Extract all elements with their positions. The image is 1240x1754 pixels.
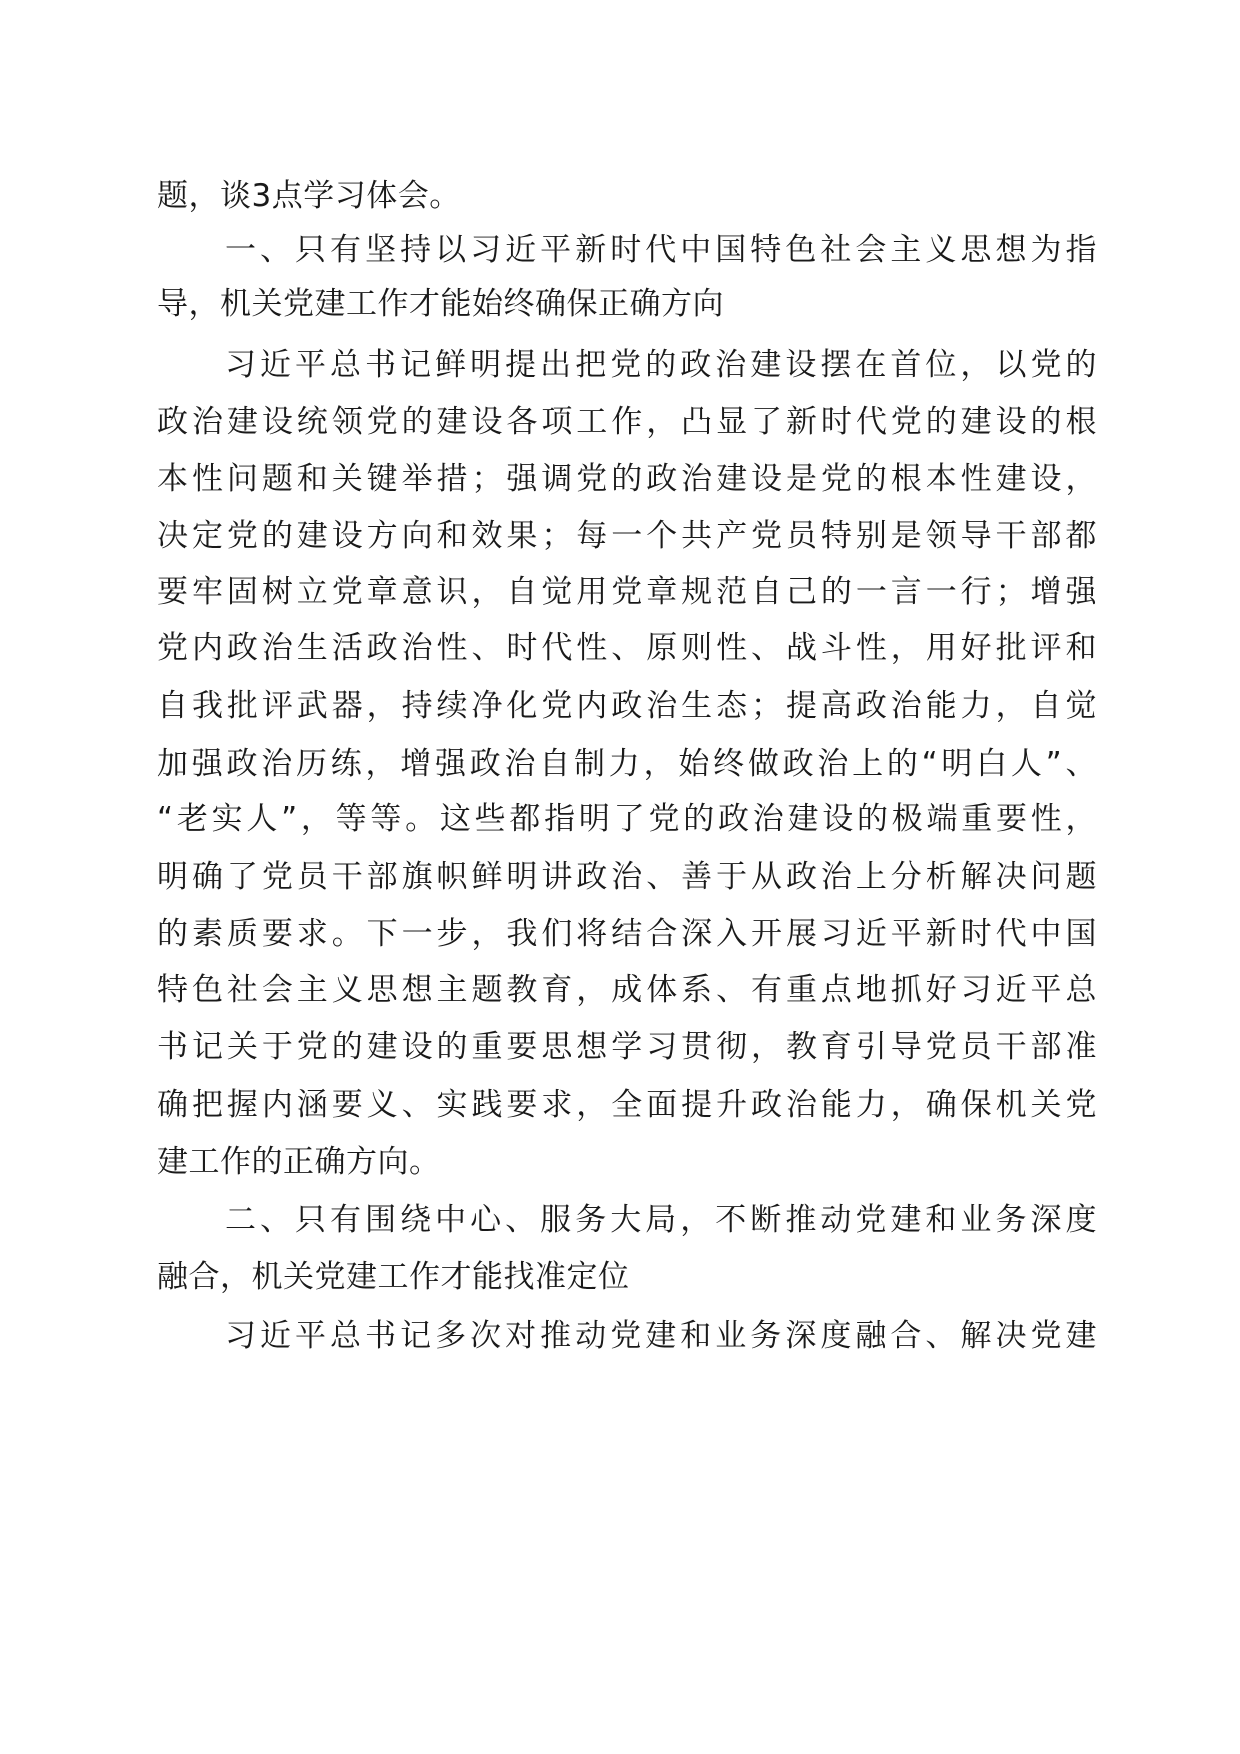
section-heading-1: 一、只有坚持以习近平新时代中国特色社会主义思想为指 (225, 232, 1097, 268)
section-heading-1-cont: 导，机关党建工作才能始终确保正确方向 (157, 286, 724, 322)
paragraph-line: 本性问题和关键举措；强调党的政治建设是党的根本性建设， (157, 461, 1097, 497)
paragraph-line: 政治建设统领党的建设各项工作，凸显了新时代党的建设的根 (157, 404, 1097, 440)
paragraph-line: 党内政治生活政治性、时代性、原则性、战斗性，用好批评和 (157, 630, 1097, 666)
paragraph-line: 加强政治历练，增强政治自制力，始终做政治上的“明白人”、 (157, 746, 1097, 782)
text-line: 题，谈3点学习体会。 (157, 178, 461, 214)
paragraph-line: 特色社会主义思想主题教育，成体系、有重点地抓好习近平总 (157, 972, 1097, 1008)
paragraph-line: “老实人”，等等。这些都指明了党的政治建设的极端重要性， (157, 801, 1097, 837)
paragraph-line: 习近平总书记鲜明提出把党的政治建设摆在首位，以党的 (225, 347, 1097, 383)
paragraph-line: 要牢固树立党章意识，自觉用党章规范自己的一言一行；增强 (157, 574, 1097, 610)
paragraph-line: 书记关于党的建设的重要思想学习贯彻，教育引导党员干部准 (157, 1029, 1097, 1065)
paragraph-line: 确把握内涵要义、实践要求，全面提升政治能力，确保机关党 (157, 1087, 1097, 1123)
paragraph-line: 明确了党员干部旗帜鲜明讲政治、善于从政治上分析解决问题 (157, 859, 1097, 895)
section-heading-2-cont: 融合，机关党建工作才能找准定位 (157, 1259, 630, 1295)
paragraph-line: 习近平总书记多次对推动党建和业务深度融合、解决党建 (225, 1318, 1097, 1354)
paragraph-line: 建工作的正确方向。 (157, 1144, 441, 1180)
paragraph-line: 决定党的建设方向和效果；每一个共产党员特别是领导干部都 (157, 518, 1097, 554)
paragraph-line: 自我批评武器，持续净化党内政治生态；提高政治能力，自觉 (157, 688, 1097, 724)
section-heading-2: 二、只有围绕中心、服务大局，不断推动党建和业务深度 (225, 1202, 1097, 1238)
paragraph-line: 的素质要求。下一步，我们将结合深入开展习近平新时代中国 (157, 916, 1097, 952)
